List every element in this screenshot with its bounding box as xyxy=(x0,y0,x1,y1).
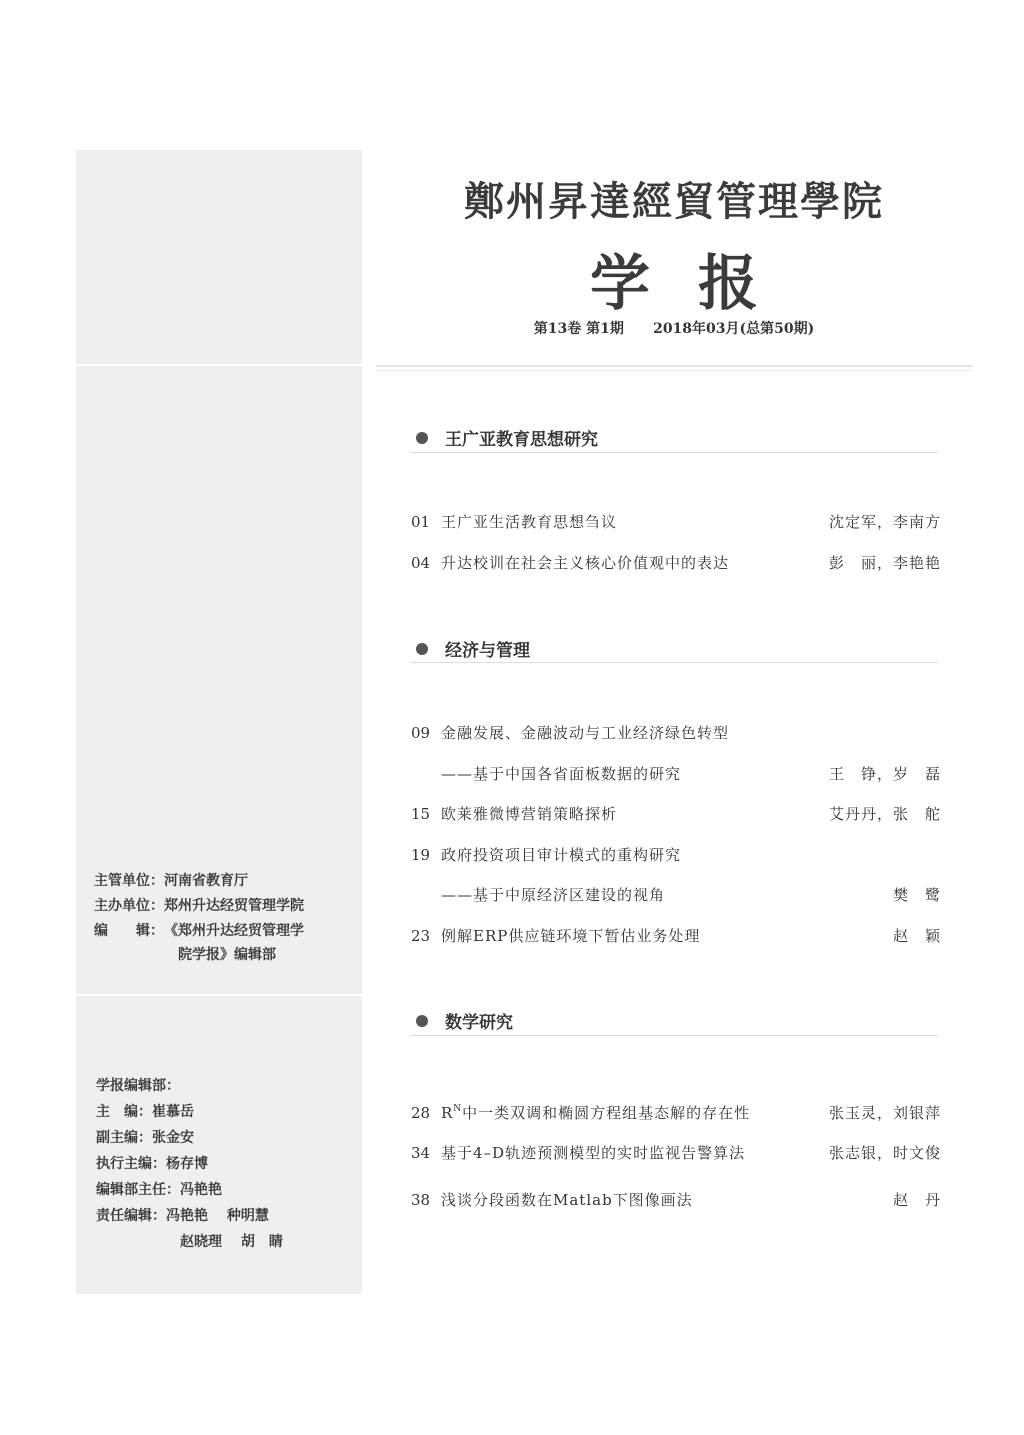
toc-entry[interactable]: 01 王广亚生活教育思想刍议 沈定军，李南方 xyxy=(411,513,941,531)
editorial-row: 执行主编：杨存博 xyxy=(96,1156,208,1172)
masthead-divider xyxy=(376,365,972,367)
toc-entry[interactable]: 09 金融发展、金融波动与工业经济绿色转型 xyxy=(411,724,730,742)
editorial-heading: 学报编辑部： xyxy=(96,1078,180,1094)
editorial-row: 责任编辑：冯艳艳 种明慧 xyxy=(96,1208,269,1224)
section-heading: 数学研究 xyxy=(416,1008,513,1033)
toc-entry[interactable]: 38 浅谈分段函数在Matlab下图像画法 赵 丹 xyxy=(411,1191,941,1209)
publisher-row: 主管单位：河南省教育厅 xyxy=(94,873,248,889)
journal-subtitle: 学报 xyxy=(590,249,806,319)
bullet-dot-icon xyxy=(416,643,428,655)
bullet-dot-icon xyxy=(416,1015,428,1027)
section-divider xyxy=(410,662,938,663)
toc-entry[interactable]: 34 基于4–D轨迹预测模型的实时监视告警算法 张志银，时文俊 xyxy=(411,1144,941,1162)
toc-entry[interactable]: 23 例解ERP供应链环境下暂估业务处理 赵 颖 xyxy=(411,927,941,945)
sidebar-divider xyxy=(76,364,362,366)
section-heading: 王广亚教育思想研究 xyxy=(416,425,598,450)
toc-entry[interactable]: 19 政府投资项目审计模式的重构研究 xyxy=(411,846,682,864)
section-divider xyxy=(410,452,938,453)
toc-entry[interactable]: 28 $R^N$中一类双调和椭圆方程组基态解的存在性 张玉灵，刘银萍 xyxy=(411,1104,941,1122)
editorial-row: 编辑部主任：冯艳艳 xyxy=(96,1182,222,1198)
toc-entry-subtitle[interactable]: ——基于中国各省面板数据的研究 王 铮，岁 磊 xyxy=(441,765,941,783)
bullet-dot-icon xyxy=(416,432,428,444)
section-heading: 经济与管理 xyxy=(416,636,530,661)
masthead-divider xyxy=(376,370,972,371)
toc-entry[interactable]: 15 欧莱雅微博营销策略探析 艾丹丹，张 舵 xyxy=(411,805,941,823)
section-divider xyxy=(410,1035,938,1036)
issue-info: 第13卷 第1期 2018年03月(总第50期) xyxy=(533,321,815,337)
toc-entry[interactable]: 04 升达校训在社会主义核心价值观中的表达 彭 丽，李艳艳 xyxy=(411,554,941,572)
editorial-row: 副主编：张金安 xyxy=(96,1130,194,1146)
toc-entry-subtitle[interactable]: ——基于中原经济区建设的视角 樊 鹭 xyxy=(441,886,941,904)
journal-title: 鄭州昇達經貿管理學院 xyxy=(464,178,884,225)
publisher-row: 院学报》编辑部 xyxy=(178,947,276,963)
sidebar-divider xyxy=(76,994,362,996)
editorial-row: 赵晓理 胡 睛 xyxy=(180,1234,283,1250)
publisher-row: 编 辑：《郑州升达经贸管理学 xyxy=(94,923,304,939)
sidebar-panel xyxy=(76,150,362,1294)
publisher-row: 主办单位：郑州升达经贸管理学院 xyxy=(94,898,304,914)
editorial-row: 主 编：崔慕岳 xyxy=(96,1104,194,1120)
